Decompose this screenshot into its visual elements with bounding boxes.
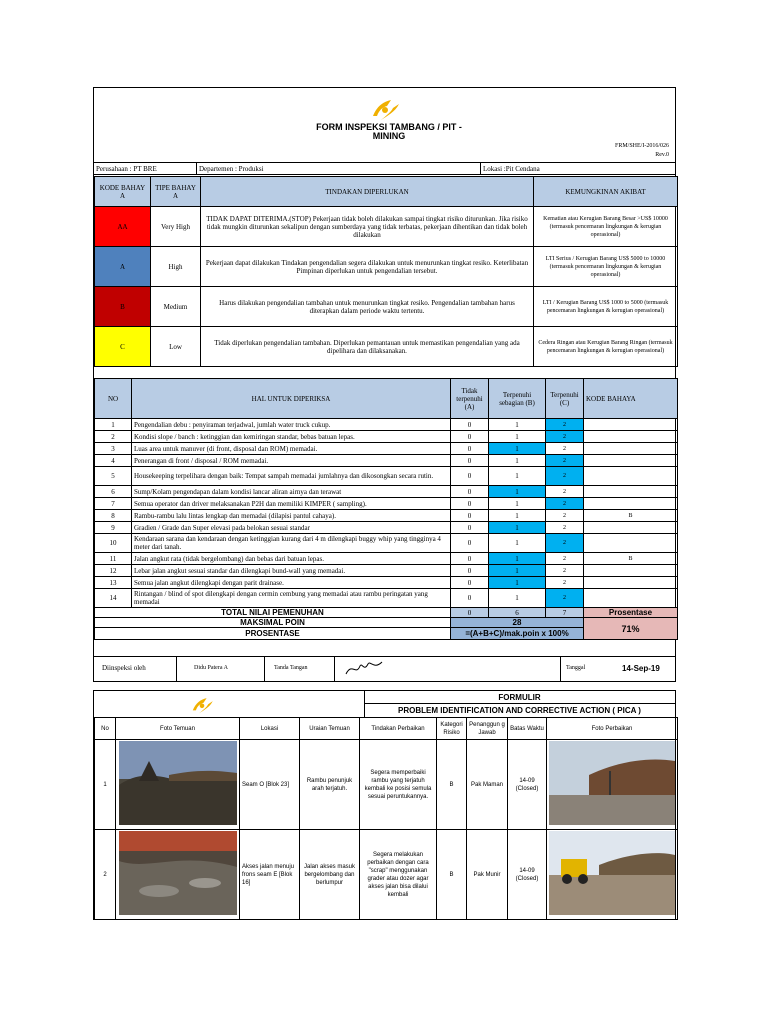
item-text: Kondisi slope / banch : ketinggian dan kemiringan standar, bebas batuan lepas. [132,431,451,443]
item-c: 2 [546,553,584,565]
pica-lokasi: Seam O [Blok 23] [240,740,300,830]
item-kode [584,455,678,467]
prosentase-value: 71% [584,618,678,640]
pica-no-header: No [95,718,116,740]
item-no: 7 [95,498,132,510]
item-b: 1 [489,498,546,510]
item-a: 0 [451,455,489,467]
item-no: 4 [95,455,132,467]
checklist-row [95,419,678,431]
item-kode: B [584,553,678,565]
finding-photo [119,831,237,915]
check-a-header: Tidak terpenuhi (A) [451,379,489,419]
pica-tindakan-header: Tindakan Perbaikan [360,718,437,740]
pica-pj-header: Penanggun g Jawab [467,718,508,740]
item-a: 0 [451,577,489,589]
pica-batas: 14-09 (Closed) [508,830,547,920]
item-a: 0 [451,510,489,522]
risk-akibat-header: KEMUNGKINAN AKIBAT [534,177,678,207]
checklist-row [95,577,678,589]
checklist-row [95,455,678,467]
item-b: 1 [489,553,546,565]
item-kode [584,565,678,577]
item-text: Rambu-rambu lalu lintas lengkap dan memadai (dilapisi pantul cahaya). [132,510,451,522]
item-b: 1 [489,565,546,577]
pica-batas: 14-09 (Closed) [508,740,547,830]
item-kode [584,467,678,486]
risk-code-cell: A [95,247,151,287]
pica-pj: Pak Munir [467,830,508,920]
perusahaan-field: Perusahaan : PT BRE [96,164,157,173]
form-code: FRM/SHE/I-2016/026 [614,143,669,149]
item-a: 0 [451,431,489,443]
item-kode [584,577,678,589]
pica-lokasi-header: Lokasi [240,718,300,740]
check-hal-header: HAL UNTUK DIPERIKSA [132,379,451,419]
item-text: Gradien / Grade dan Super elevasi pada belokan sesuai standar [132,522,451,534]
item-b: 1 [489,431,546,443]
pica-pj: Pak Maman [467,740,508,830]
max-value: 28 [451,618,584,628]
item-no: 2 [95,431,132,443]
tanda-tangan-label: Tanda Tangan [274,664,308,671]
checklist-row [95,443,678,455]
lokasi-field: Lokasi :Pit Cendana [483,164,540,173]
company-logo-icon [189,695,215,715]
check-kode-header: KODE BAHAYA [584,379,678,419]
item-b: 1 [489,510,546,522]
item-a: 0 [451,498,489,510]
item-no: 13 [95,577,132,589]
item-kode [584,534,678,553]
prosentase-head: Prosentase [584,608,678,618]
item-kode: B [584,510,678,522]
risk-row [95,287,678,327]
pica-tindakan: Segera memperbaiki rambu yang terjatuh kembali ke posisi semula sesuai peruntukannya. [360,740,437,830]
item-text: Semua jalan angkut dilengkapi dengan parit drainase. [132,577,451,589]
item-a: 0 [451,565,489,577]
risk-code-cell: B [95,287,151,327]
item-a: 0 [451,467,489,486]
item-text: Pengendalian debu : penyiraman terjadwal, jumlah water truck cukup. [132,419,451,431]
item-no: 10 [95,534,132,553]
checklist-table [94,378,678,640]
pica-kategori-header: Kategori Risiko [437,718,467,740]
total-a: 0 [451,608,489,618]
item-c: 2 [546,443,584,455]
pica-row [95,740,678,830]
form-title-line2: MINING [372,131,406,141]
pica-tindakan: Segera melakukan perbaikan dengan cara "scrap" menggunakan grader atau dozer agar akses jalan bisa dilalui kembali [360,830,437,920]
diinspeksi-label: Diinspeksi oleh [102,664,146,672]
item-text: Jalan angkut rata (tidak bergelombang) dan bebas dari batuan lepas. [132,553,451,565]
risk-kode-header: KODE BAHAY A [95,177,151,207]
inspection-form [93,87,676,682]
risk-type-cell: Medium [151,287,201,327]
risk-action-cell: Tidak diperlukan pengendalian tambahan. Diperlukan pemantauan untuk memastikan pengendalian yang ada dipelihara dan dilaksanakan. [201,327,534,367]
risk-row [95,247,678,287]
risk-action-cell: TIDAK DAPAT DITERIMA.(STOP) Pekerjaan tidak boleh dilakukan sampai tingkat risiko diturunkan. Jika risiko tidak mungkin diturunkan sekalipun dengan sumberdaya yang tidak terbatas, pekerjaan dihentikan dan tidak boleh dilakukan [201,207,534,247]
item-kode [584,522,678,534]
risk-legend-table [94,176,678,367]
checklist-row [95,486,678,498]
risk-row [95,207,678,247]
risk-tipe-header: TIPE BAHAY A [151,177,201,207]
risk-action-cell: Harus dilakukan pengendalian tambahan untuk menurunkan tingkat resiko. Pengendalian tambahan harus diterapkan dalam periode waktu tertentu. [201,287,534,327]
item-text: Sump/Kolam pengendapan dalam kondisi lancar aliran airnya dan terawat [132,486,451,498]
item-kode [584,431,678,443]
total-label: TOTAL NILAI PEMENUHAN [95,608,451,618]
repair-photo [549,741,675,825]
max-label: MAKSIMAL POIN [95,618,451,628]
item-no: 12 [95,565,132,577]
checklist-row [95,510,678,522]
company-logo-icon [369,96,401,122]
item-no: 11 [95,553,132,565]
item-b: 1 [489,419,546,431]
item-text: Housekeeping terpelihara dengan baik: Tempat sampah memadai jumlahnya dan dikosongkan secara rutin. [132,467,451,486]
prosentase-label: PROSENTASE [95,628,451,640]
form-title: FORM INSPEKSI TAMBANG / PIT - [316,122,462,132]
item-text: Rintangan / blind of spot dilengkapi dengan cermin cembung yang memadai atau rambu peringatan yang memadai [132,589,451,608]
item-a: 0 [451,522,489,534]
item-a: 0 [451,443,489,455]
pica-no: 1 [95,740,116,830]
check-no-header: NO [95,379,132,419]
pica-uraian-header: Uraian Temuan [300,718,360,740]
checklist-row [95,431,678,443]
prosentase-formula: =(A+B+C)/mak.poin x 100% [451,628,584,640]
checklist-row [95,522,678,534]
risk-type-cell: Low [151,327,201,367]
item-no: 8 [95,510,132,522]
item-c: 2 [546,498,584,510]
risk-code-cell: C [95,327,151,367]
inspection-date: 14-Sep-19 [622,663,660,673]
item-no: 6 [95,486,132,498]
item-text: Luas area untuk manuver (di front, disposal dan ROM) memadai. [132,443,451,455]
item-a: 0 [451,589,489,608]
item-c: 2 [546,419,584,431]
item-text: Kendaraan sarana dan kendaraan dengan ketinggian kurang dari 4 m dilengkapi buggy whip yang tingginya 4 meter dari tanah. [132,534,451,553]
pica-title2: PROBLEM IDENTIFICATION AND CORRECTIVE ACTION ( PICA ) [398,705,641,715]
pica-fotop-header: Foto Perbaikan [547,718,678,740]
item-c: 2 [546,589,584,608]
item-b: 1 [489,467,546,486]
item-a: 0 [451,419,489,431]
item-a: 0 [451,553,489,565]
item-kode [584,589,678,608]
item-c: 2 [546,510,584,522]
risk-result-cell: LTI / Kerugian Barang US$ 1000 to 5000 (termasuk pencemaran lingkungan & kerugian operasional) [534,287,678,327]
item-kode [584,443,678,455]
pica-table [94,717,678,920]
item-a: 0 [451,486,489,498]
pica-batas-header: Batas Waktu [508,718,547,740]
item-c: 2 [546,534,584,553]
item-b: 1 [489,455,546,467]
risk-action-cell: Pekerjaan dapat dilakukan Tindakan pengendalian segera dilakukan untuk menurunkan tingkat resiko. Keterlibatan Pimpinan diperlukan untuk pengendalian tersebut. [201,247,534,287]
check-b-header: Terpenuhi sebagian (B) [489,379,546,419]
item-c: 2 [546,565,584,577]
item-b: 1 [489,577,546,589]
item-kode [584,486,678,498]
check-c-header: Terpenuhi (C) [546,379,584,419]
checklist-row [95,589,678,608]
item-no: 9 [95,522,132,534]
item-b: 1 [489,443,546,455]
pica-foto-header: Foto Temuan [116,718,240,740]
pica-kategori: B [437,740,467,830]
checklist-row [95,498,678,510]
pica-title1: FORMULIR [498,693,541,702]
item-c: 2 [546,486,584,498]
risk-type-cell: High [151,247,201,287]
risk-result-cell: Cedera Ringan atau Kerugian Barang Ringan (termasuk pencemaran lingkungan & kerugian operasional) [534,327,678,367]
item-c: 2 [546,577,584,589]
item-text: Penerangan di front / disposal / ROM memadai. [132,455,451,467]
item-no: 1 [95,419,132,431]
item-b: 1 [489,534,546,553]
item-kode [584,419,678,431]
pica-no: 2 [95,830,116,920]
checklist-row [95,565,678,577]
item-b: 1 [489,589,546,608]
risk-type-cell: Very High [151,207,201,247]
pica-row [95,830,678,920]
item-b: 1 [489,522,546,534]
item-no: 3 [95,443,132,455]
departemen-field: Departemen : Produksi [199,164,264,173]
pica-uraian: Jalan akses masuk bergelombang dan berlumpur [300,830,360,920]
item-b: 1 [489,486,546,498]
item-c: 2 [546,431,584,443]
item-a: 0 [451,534,489,553]
pica-form [93,690,676,920]
total-b: 6 [489,608,546,618]
total-c: 7 [546,608,584,618]
item-kode [584,498,678,510]
item-no: 14 [95,589,132,608]
risk-code-cell: AA [95,207,151,247]
risk-row [95,327,678,367]
tanggal-label: Tanggal [566,664,586,671]
item-c: 2 [546,467,584,486]
item-text: Semua operator dan driver melaksanakan P2H dan memiliki KIMPER ( sampling). [132,498,451,510]
form-rev: Rev.0 [655,152,669,158]
item-text: Lebar jalan angkut sesuai standar dan dilengkapi bund-wall yang memadai. [132,565,451,577]
inspector-name: Didu Patera A [194,664,228,671]
checklist-row [95,467,678,486]
repair-photo [549,831,675,915]
pica-kategori: B [437,830,467,920]
item-c: 2 [546,522,584,534]
pica-lokasi: Akses jalan menuju frons seam E [Blok 16] [240,830,300,920]
checklist-row [95,534,678,553]
finding-photo [119,741,237,825]
risk-result-cell: LTI Serius / Kerugian Barang US$ 5000 to 10000 (termasuk pencemaran lingkungan & kerugian operasional) [534,247,678,287]
item-no: 5 [95,467,132,486]
pica-uraian: Rambu penunjuk arah terjatuh. [300,740,360,830]
risk-tindakan-header: TINDAKAN DIPERLUKAN [201,177,534,207]
item-c: 2 [546,455,584,467]
checklist-row [95,553,678,565]
signature-icon [344,658,384,678]
risk-result-cell: Kematian atau Kerugian Barang Besar >US$ 10000 (termasuk pencemaran lingkungan & kerugian operasional) [534,207,678,247]
